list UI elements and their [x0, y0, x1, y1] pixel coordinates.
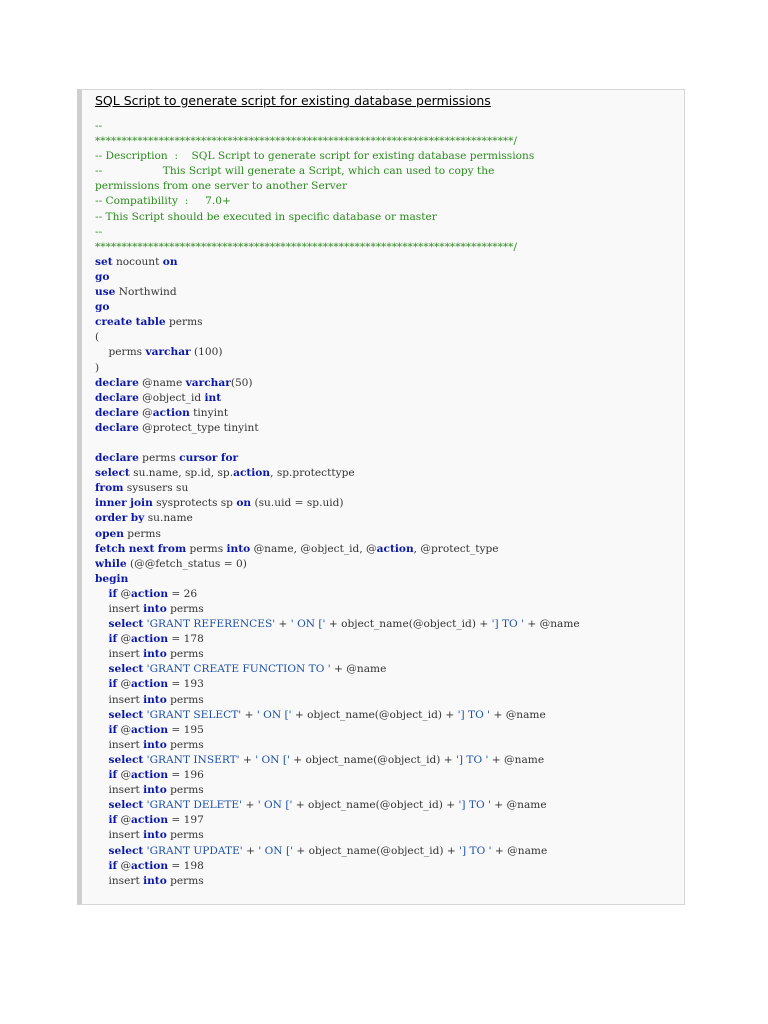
- code-keyword: on: [162, 255, 178, 268]
- code-text: [95, 724, 108, 736]
- code-keyword: varchar: [185, 376, 231, 389]
- code-text: insert: [95, 693, 144, 706]
- code-keyword: into: [143, 784, 167, 797]
- code-text: perms: [166, 693, 204, 706]
- code-keyword: for: [220, 452, 239, 465]
- code-line: [95, 768, 685, 783]
- code-keyword: declare: [95, 406, 139, 419]
- code-text: @: [117, 814, 132, 827]
- code-line: [95, 134, 685, 149]
- code-line: [95, 376, 685, 391]
- code-keyword: into: [226, 542, 251, 555]
- code-text: @: [117, 859, 132, 872]
- code-keyword: use: [95, 286, 116, 299]
- code-text: = 196: [168, 769, 204, 782]
- code-keyword: next: [128, 542, 155, 555]
- code-keyword: into: [143, 648, 167, 661]
- code-block: [77, 89, 685, 905]
- code-keyword: while: [95, 557, 127, 570]
- code-text: [95, 860, 108, 872]
- code-string: ' ON [': [257, 799, 293, 812]
- code-line: [95, 602, 685, 617]
- code-keyword: action: [131, 859, 169, 872]
- code-keyword: declare: [95, 421, 139, 434]
- code-keyword: if: [108, 723, 118, 736]
- code-text: (: [95, 331, 100, 344]
- code-keyword: action: [152, 406, 190, 419]
- code-text: +: [242, 799, 258, 812]
- code-text: @name: [138, 376, 186, 389]
- code-keyword: action: [376, 542, 414, 555]
- code-text: sysusers su: [123, 482, 189, 495]
- code-line: [95, 511, 685, 526]
- code-line: [95, 828, 685, 843]
- code-line: [95, 451, 685, 466]
- code-line: [95, 300, 685, 315]
- code-keyword: go: [95, 270, 110, 283]
- code-line: [95, 527, 685, 542]
- code-text: insert: [95, 738, 144, 751]
- code-line: [95, 693, 685, 708]
- code-text: perms: [166, 603, 204, 615]
- code-text: [95, 799, 108, 811]
- code-string: 'GRANT REFERENCES': [146, 618, 276, 631]
- code-line: [95, 225, 685, 240]
- code-text: +: [242, 844, 259, 857]
- code-text: [95, 678, 108, 690]
- code-string: 'GRANT DELETE': [146, 799, 243, 812]
- code-text: (100): [190, 346, 223, 359]
- code-keyword: action: [131, 769, 169, 782]
- code-string: '] TO ': [458, 799, 491, 812]
- code-keyword: create: [95, 316, 133, 329]
- code-keyword: action: [131, 633, 169, 646]
- code-text: + object_name(@object_id) +: [325, 618, 492, 631]
- code-text: @name, @object_id, @: [250, 542, 377, 555]
- code-keyword: action: [233, 467, 271, 480]
- code-line: [95, 677, 685, 692]
- code-line: [95, 798, 685, 813]
- code-text: , sp.protecttype: [270, 467, 355, 480]
- code-text: = 197: [168, 814, 204, 827]
- code-line: [95, 210, 685, 225]
- code-line: [95, 436, 685, 451]
- code-text: + @name: [488, 753, 545, 766]
- code-keyword: into: [143, 738, 167, 751]
- code-keyword: on: [236, 497, 252, 510]
- code-string: 'GRANT SELECT': [146, 708, 242, 721]
- code-keyword: action: [131, 814, 169, 827]
- code-keyword: cursor: [179, 452, 218, 465]
- code-line: [95, 542, 685, 557]
- code-keyword: select: [108, 799, 144, 812]
- code-line: [95, 572, 685, 587]
- code-string: 'GRANT CREATE FUNCTION TO ': [146, 663, 331, 676]
- code-comment: -- Description : SQL Script to generate script for existing database permissions: [95, 150, 535, 163]
- code-text: = 26: [168, 587, 198, 600]
- code-text: perms: [166, 648, 204, 661]
- code-line: [95, 240, 685, 255]
- code-line: [95, 617, 685, 632]
- code-text: + @name: [524, 618, 580, 631]
- code-line: [95, 391, 685, 406]
- code-keyword: declare: [95, 452, 139, 465]
- code-line: [95, 844, 685, 859]
- code-text: +: [275, 618, 291, 631]
- code-keyword: if: [108, 814, 118, 827]
- code-line: [95, 647, 685, 662]
- code-keyword: select: [108, 844, 144, 857]
- code-comment: *******************************************************************************/: [95, 135, 518, 148]
- code-text: + @name: [490, 799, 547, 812]
- code-keyword: from: [157, 542, 187, 555]
- code-text: perms: [123, 527, 161, 540]
- code-text: nocount: [112, 255, 163, 268]
- code-string: ' ON [': [258, 844, 293, 857]
- code-string: '] TO ': [455, 753, 489, 766]
- code-text: [95, 618, 108, 630]
- code-string: '] TO ': [459, 844, 492, 857]
- code-text: insert: [95, 874, 144, 887]
- code-keyword: table: [135, 316, 166, 329]
- code-keyword: go: [95, 301, 110, 314]
- code-keyword: if: [108, 633, 118, 646]
- code-text: (50): [230, 376, 253, 389]
- code-keyword: select: [108, 708, 144, 721]
- code-text: (su.uid = sp.uid): [251, 497, 344, 510]
- code-line: [95, 738, 685, 753]
- code-string: ' ON [': [290, 618, 326, 631]
- code-line: [95, 708, 685, 723]
- code-comment: -- This Script will generate a Script, which can used to copy the: [95, 165, 495, 178]
- code-comment: -- This Script should be executed in specific database or master: [95, 210, 437, 223]
- code-keyword: into: [143, 829, 167, 842]
- code-line: [95, 466, 685, 481]
- code-text: +: [239, 753, 256, 766]
- code-text: + @name: [490, 708, 546, 721]
- code-keyword: select: [108, 618, 144, 631]
- code-text: insert: [95, 829, 144, 842]
- code-text: + object_name(@object_id) +: [289, 753, 456, 766]
- document-title[interactable]: SQL Script to generate script for existing database permissions: [95, 93, 491, 108]
- code-text: + @name: [491, 844, 548, 857]
- code-keyword: fetch: [95, 542, 126, 555]
- code-line: [95, 723, 685, 738]
- code-text: sysprotects sp: [152, 497, 237, 510]
- code-line: [95, 662, 685, 677]
- code-comment: -- Compatibility : 7.0+: [95, 195, 231, 208]
- code-text: + object_name(@object_id) +: [291, 708, 458, 721]
- code-keyword: set: [95, 255, 113, 268]
- code-text: tinyint: [189, 406, 229, 419]
- code-comment: --: [95, 120, 103, 132]
- code-string: 'GRANT UPDATE': [146, 844, 243, 857]
- code-text: insert: [95, 603, 144, 615]
- code-keyword: into: [143, 603, 167, 615]
- code-keyword: select: [108, 663, 144, 676]
- code-keyword: declare: [95, 391, 139, 404]
- code-line: [95, 481, 685, 496]
- code-keyword: action: [131, 678, 169, 691]
- code-text: perms: [166, 874, 204, 887]
- code-text: = 178: [168, 633, 204, 646]
- code-keyword: order: [95, 512, 128, 525]
- code-text: perms: [166, 784, 204, 797]
- code-text: +: [241, 708, 257, 721]
- code-line: [95, 315, 685, 330]
- code-keyword: select: [95, 467, 130, 480]
- code-text: [95, 754, 108, 766]
- code-text: Northwind: [115, 286, 177, 299]
- code-text: @: [117, 769, 132, 782]
- code-text: @: [117, 678, 132, 691]
- code-text: [95, 588, 108, 600]
- code-text: perms: [165, 316, 203, 329]
- code-keyword: into: [143, 693, 167, 706]
- code-line: [95, 874, 685, 889]
- code-keyword: begin: [95, 572, 129, 585]
- code-text: @object_id: [138, 391, 205, 404]
- code-line: [95, 632, 685, 647]
- code-text: perms: [138, 452, 180, 465]
- code-line: [95, 753, 685, 768]
- code-string: '] TO ': [457, 708, 491, 721]
- code-comment: --: [95, 225, 103, 238]
- code-keyword: by: [130, 512, 145, 525]
- code-keyword: if: [108, 678, 118, 691]
- code-keyword: action: [131, 723, 169, 736]
- code-line: [95, 330, 685, 345]
- code-text: = 195: [168, 723, 204, 736]
- code-text: , @protect_type: [413, 542, 499, 555]
- code-line: [95, 345, 685, 360]
- code-text: @: [138, 406, 153, 419]
- code-line: [95, 164, 685, 179]
- code-text: [95, 633, 108, 645]
- code-text: = 198: [168, 859, 204, 872]
- code-line: [95, 421, 685, 436]
- code-text: @: [117, 723, 132, 736]
- code-text: [95, 814, 108, 826]
- code-text: perms: [166, 829, 204, 842]
- code-keyword: join: [130, 497, 153, 510]
- code-line: [95, 557, 685, 572]
- code-string: ' ON [': [256, 708, 292, 721]
- code-text: su.name, sp.id, sp.: [129, 467, 234, 480]
- code-line: [95, 813, 685, 828]
- code-keyword: if: [108, 859, 118, 872]
- code-keyword: open: [95, 527, 124, 540]
- code-text: [95, 769, 108, 781]
- code-text: perms: [186, 542, 227, 555]
- code-line: [95, 194, 685, 209]
- code-line: [95, 149, 685, 164]
- code-keyword: if: [108, 769, 118, 782]
- code-string: ' ON [': [255, 753, 290, 766]
- code-text: @: [117, 587, 132, 600]
- code-text: + object_name(@object_id) +: [292, 799, 459, 812]
- code-line: [95, 270, 685, 285]
- code-text: [95, 663, 108, 675]
- code-line: [95, 361, 685, 376]
- code-string: '] TO ': [491, 618, 525, 631]
- code-comment: permissions from one server to another Server: [95, 180, 348, 193]
- code-keyword: into: [143, 874, 167, 887]
- code-line: [95, 496, 685, 511]
- code-keyword: from: [95, 482, 124, 495]
- code-text: [95, 845, 108, 857]
- code-line: [95, 406, 685, 421]
- code-keyword: inner: [95, 497, 127, 510]
- code-text: su.name: [144, 512, 193, 525]
- code-keyword: if: [108, 587, 118, 600]
- code-text: @protect_type tinyint: [138, 421, 259, 434]
- code-line: [95, 179, 685, 194]
- code-text: @: [117, 633, 132, 646]
- code-text: perms: [95, 346, 146, 359]
- code-text: + object_name(@object_id) +: [293, 844, 460, 857]
- code-keyword: int: [204, 391, 222, 404]
- code-text: = 193: [168, 678, 204, 691]
- code-text: [95, 709, 108, 721]
- code-line: [95, 255, 685, 270]
- code-line: [95, 783, 685, 798]
- code-text: insert: [95, 784, 144, 797]
- code-keyword: action: [131, 587, 169, 600]
- code-line: [95, 859, 685, 874]
- code-keyword: varchar: [145, 346, 191, 359]
- code-comment: *******************************************************************************/: [95, 240, 518, 253]
- code-text: perms: [166, 738, 204, 751]
- code-text: ): [95, 361, 100, 374]
- code-line: [95, 119, 685, 134]
- code-text: insert: [95, 648, 144, 661]
- code-text: + @name: [330, 663, 387, 676]
- code-text: (@@fetch_status = 0): [126, 557, 247, 570]
- code-keyword: declare: [95, 376, 139, 389]
- code-line: [95, 285, 685, 300]
- code-body: [95, 119, 685, 889]
- code-string: 'GRANT INSERT': [146, 753, 240, 766]
- code-line: [95, 587, 685, 602]
- code-keyword: select: [108, 753, 144, 766]
